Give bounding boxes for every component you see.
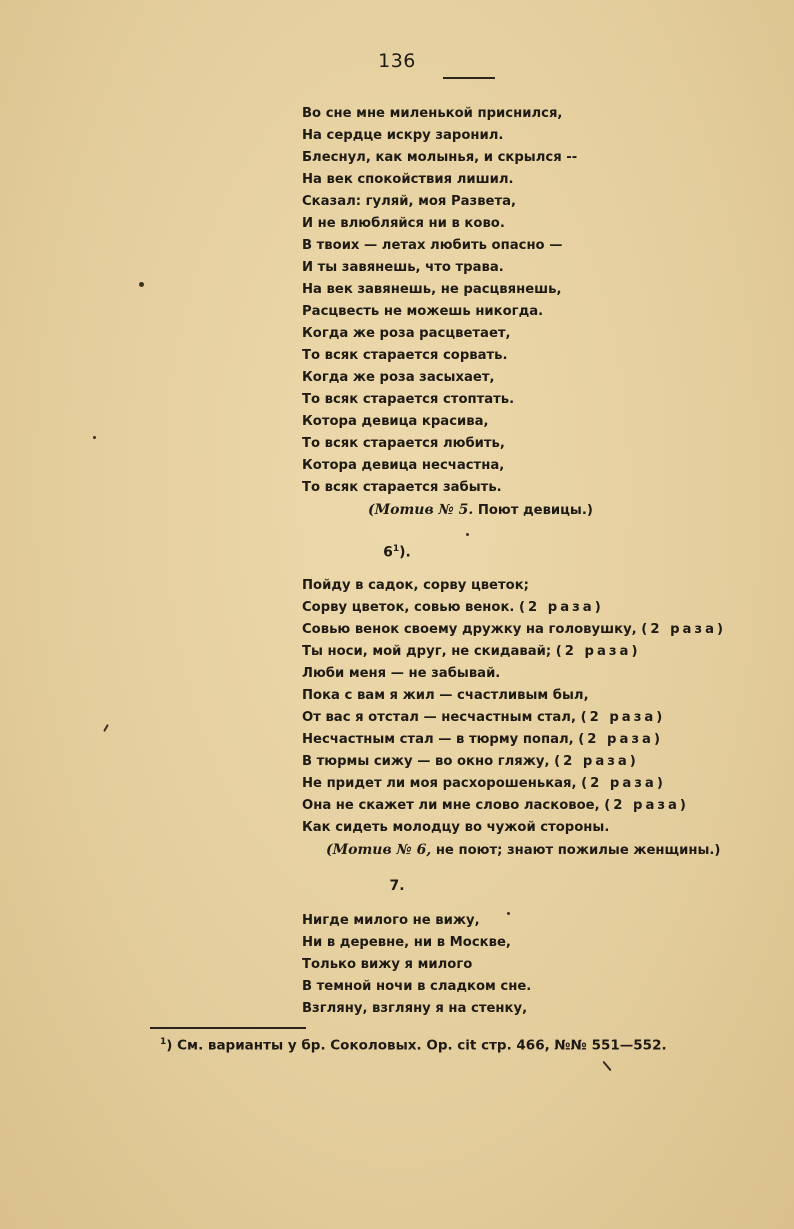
ink-speck (507, 912, 510, 915)
verse-line: На сердце искру заронил. (302, 128, 504, 143)
ink-speck (466, 533, 469, 536)
footnote-mark: 1 (160, 1037, 167, 1047)
song-6-stanza (302, 575, 726, 861)
song-number-suffix: ). (399, 544, 411, 561)
verse-line: На век спокойствия лишил. (302, 172, 514, 187)
repeat-note: (2 раза) (604, 798, 689, 813)
verse-line: В твоих — летах любить опасно — (302, 238, 563, 253)
page-number: 136 (378, 50, 416, 72)
verse-text: В тюрмы сижу — во окно гляжу, (302, 754, 555, 769)
verse-text: Ты носи, мой друг, не скидавай; (302, 644, 556, 659)
verse-line: Когда же роза расцветает, (302, 326, 511, 341)
song-6-heading (0, 544, 794, 561)
verse-line: И не влюбляйся ни в ково. (302, 216, 505, 231)
verse-line (302, 597, 726, 619)
verse-line (302, 751, 726, 773)
verse-text: Как сидеть молодцу во чужой стороны. (302, 820, 610, 835)
ink-speck (602, 1061, 611, 1071)
verse-text: Пойду в садок, сорву цветок; (302, 578, 529, 593)
verse-line: Котора девица красива, (302, 414, 489, 429)
motif-label: Мотив № 5. (374, 502, 474, 518)
repeat-note: (2 раза) (554, 754, 639, 769)
verse-line: То всяк старается забыть. (302, 480, 502, 495)
verse-text: Сорву цветок, совью венок. (302, 600, 520, 615)
verse-line (302, 795, 726, 817)
song-7-stanza (302, 910, 531, 1020)
verse-line: Во сне мне миленькой приснился, (302, 106, 563, 121)
verse-line: Котора девица несчастна, (302, 458, 505, 473)
verse-text: Не придет ли моя расхорошенькая, (302, 776, 582, 791)
verse-line: На век завянешь, не расцвянешь, (302, 282, 562, 297)
motif-note-5 (302, 499, 593, 521)
verse-line: Только вижу я милого (302, 957, 473, 972)
verse-line: И ты завянешь, что трава. (302, 260, 504, 275)
motif-text: Поют девицы.) (473, 503, 593, 518)
verse-text: Несчастным стал — в тюрму попал, (302, 732, 579, 747)
verse-line (302, 575, 726, 597)
verse-line: Ни в деревне, ни в Москве, (302, 935, 511, 950)
verse-line: То всяк старается любить, (302, 436, 505, 451)
verse-line (302, 729, 726, 751)
motif-text: не поют; знают пожилые женщины.) (431, 843, 721, 858)
verse-text: От вас я отстал — несчастным стал, (302, 710, 581, 725)
motif-label: Мотив № 6, (332, 842, 432, 858)
verse-line (302, 641, 726, 663)
verse-line (302, 685, 726, 707)
repeat-note: (2 раза) (581, 776, 666, 791)
verse-text: Люби меня — не забывай. (302, 666, 501, 681)
verse-line: Когда же роза засыхает, (302, 370, 495, 385)
verse-line (302, 773, 726, 795)
repeat-note: (2 раза) (555, 644, 641, 659)
verse-line: Блеснул, как молынья, и скрылся -- (302, 150, 578, 165)
motif-open-paren: ( (368, 502, 375, 518)
verse-line: В темной ночи в сладком сне. (302, 979, 532, 994)
verse-line: То всяк старается сорвать. (302, 348, 508, 363)
verse-line (302, 663, 726, 685)
footnote-marker: 1 (392, 544, 400, 554)
motif-open-paren: ( (326, 842, 333, 858)
ink-speck (103, 724, 109, 732)
verse-line (302, 619, 726, 641)
motif-note-6 (302, 839, 726, 861)
page-number-rule (443, 77, 495, 79)
verse-text: Пока с вам я жил — счастливым был, (302, 688, 589, 703)
song-number: 6 (383, 544, 393, 561)
verse-line: То всяк старается стоптать. (302, 392, 515, 407)
verse-text: Она не скажет ли мне слово ласковое, (302, 798, 605, 813)
verse-line: Сказал: гуляй, моя Развета, (302, 194, 517, 209)
song-5-stanza (302, 103, 593, 521)
footnote-text: ) См. варианты у бр. Соколовых. Op. cit стр. 466, №№ 551—552. (166, 1037, 667, 1054)
footnote-rule (150, 1027, 306, 1029)
footnote (160, 1037, 667, 1054)
verse-line: Взгляну, взгляну я на стенку, (302, 1001, 528, 1016)
ink-speck (139, 282, 144, 287)
verse-line (302, 817, 726, 839)
ink-speck (93, 436, 96, 439)
repeat-note: (2 раза) (519, 600, 604, 615)
verse-line: Нигде милого не вижу, (302, 913, 480, 928)
repeat-note: (2 раза) (578, 732, 663, 747)
repeat-note: (2 раза) (641, 622, 727, 637)
verse-text: Совью венок своему дружку на головушку, (302, 622, 642, 637)
verse-line (302, 707, 726, 729)
repeat-note: (2 раза) (580, 710, 666, 725)
verse-line: Расцвесть не можешь никогда. (302, 304, 544, 319)
song-7-heading: 7. (389, 878, 405, 894)
